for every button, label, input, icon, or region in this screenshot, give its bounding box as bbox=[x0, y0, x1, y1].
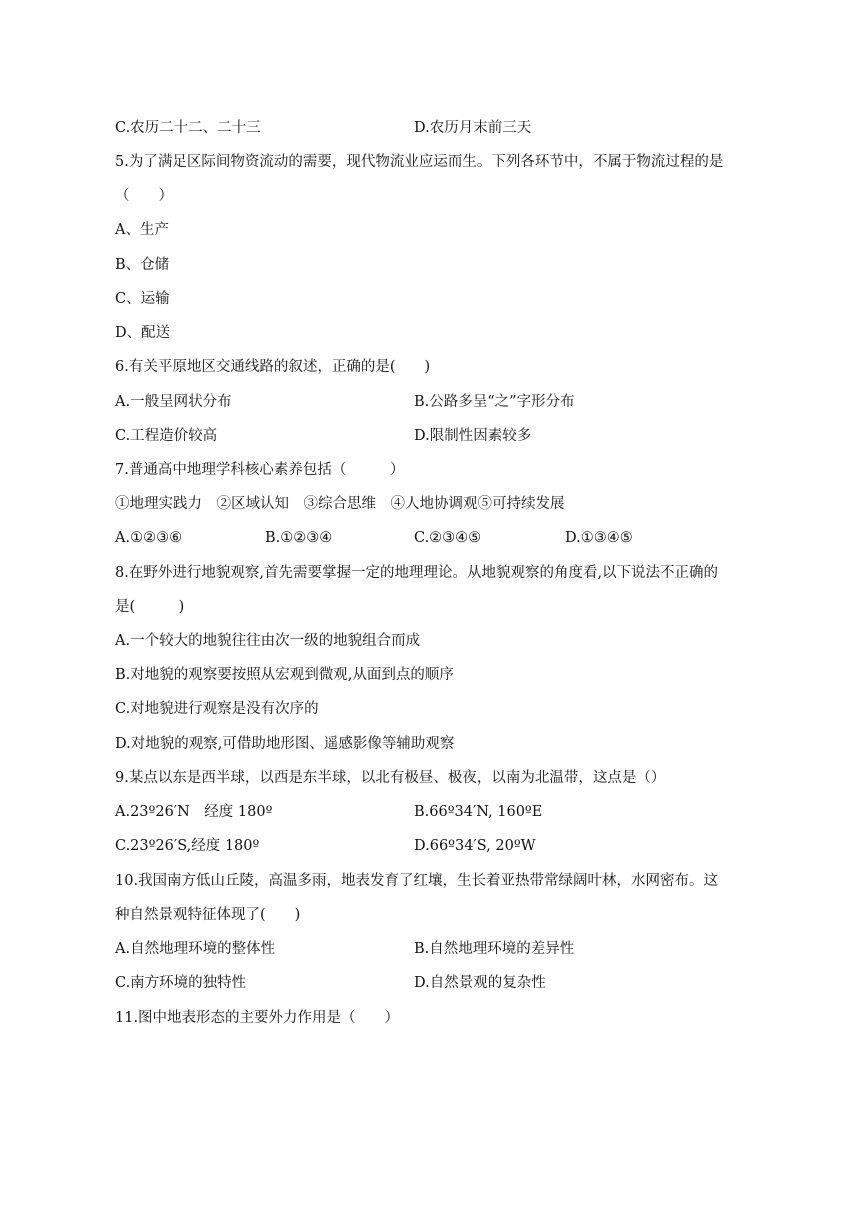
q9-stem: 9.某点以东是西半球，以西是东半球，以北有极昼、极夜，以南为北温带，这点是（） bbox=[115, 770, 666, 786]
q11-stem: 11.图中地表形态的主要外力作用是（ ） bbox=[115, 1010, 400, 1026]
q10-option-b: B.自然地理环境的差异性 bbox=[414, 941, 575, 957]
q8-option-a: A.一个较大的地貌往往由次一级的地貌组合而成 bbox=[115, 633, 421, 649]
q7-stem: 7.普通高中地理学科核心素养包括（ ） bbox=[115, 462, 405, 478]
q5-stem-line-2: （ ） bbox=[115, 188, 173, 204]
q9-option-a: A.23º26′N 经度 180º bbox=[115, 804, 273, 820]
q10-option-d: D.自然景观的复杂性 bbox=[414, 975, 546, 991]
q7-option-d: D.①③④⑤ bbox=[565, 530, 633, 546]
q4-option-d: D.农历月末前三天 bbox=[414, 120, 532, 136]
q9-option-b: B.66º34′N, 160ºE bbox=[414, 804, 543, 820]
q6-option-c: C.工程造价较高 bbox=[115, 428, 218, 444]
q6-option-a: A.一般呈网状分布 bbox=[115, 394, 232, 410]
q10-stem-line-1: 10.我国南方低山丘陵，高温多雨，地表发育了红壤，生长着亚热带常绿阔叶林，水网密布。这 bbox=[115, 873, 719, 889]
q8-option-b: B.对地貌的观察要按照从宏观到微观,从面到点的顺序 bbox=[115, 667, 454, 683]
q7-option-b: B.①②③④ bbox=[265, 530, 333, 546]
q5-option-a: A、生产 bbox=[115, 222, 169, 238]
q4-option-c: C.农历二十二、二十三 bbox=[115, 120, 261, 136]
q10-option-a: A.自然地理环境的整体性 bbox=[115, 941, 276, 957]
q6-option-d: D.限制性因素较多 bbox=[414, 428, 532, 444]
q8-stem-line-1: 8.在野外进行地貌观察,首先需要掌握一定的地理理论。从地貌观察的角度看,以下说法不正确的 bbox=[115, 565, 719, 581]
q10-option-c: C.南方环境的独特性 bbox=[115, 975, 247, 991]
q6-stem: 6.有关平原地区交通线路的叙述，正确的是( ) bbox=[115, 359, 431, 375]
q9-option-d: D.66º34′S, 20ºW bbox=[414, 838, 536, 854]
q8-option-d: D.对地貌的观察,可借助地形图、遥感影像等辅助观察 bbox=[115, 736, 455, 752]
q5-option-b: B、仓储 bbox=[115, 257, 170, 273]
q5-stem-line-1: 5.为了满足区际间物资流动的需要，现代物流业应运而生。下列各环节中，不属于物流过程的是 bbox=[115, 154, 724, 170]
q6-option-b: B.公路多呈“之”字形分布 bbox=[414, 394, 575, 410]
q7-option-a: A.①②③⑥ bbox=[115, 530, 183, 546]
q9-option-c: C.23º26′S,经度 180º bbox=[115, 838, 260, 854]
q5-option-c: C、运输 bbox=[115, 291, 170, 307]
q7-items: ①地理实践力 ②区域认知 ③综合思维 ④人地协调观⑤可持续发展 bbox=[115, 496, 565, 512]
q5-option-d: D、配送 bbox=[115, 325, 171, 341]
q7-option-c: C.②③④⑤ bbox=[414, 530, 482, 546]
q10-stem-line-2: 种自然景观特征体现了( ) bbox=[115, 907, 301, 923]
q8-stem-line-2: 是( ) bbox=[115, 599, 185, 615]
q8-option-c: C.对地貌进行观察是没有次序的 bbox=[115, 701, 319, 717]
